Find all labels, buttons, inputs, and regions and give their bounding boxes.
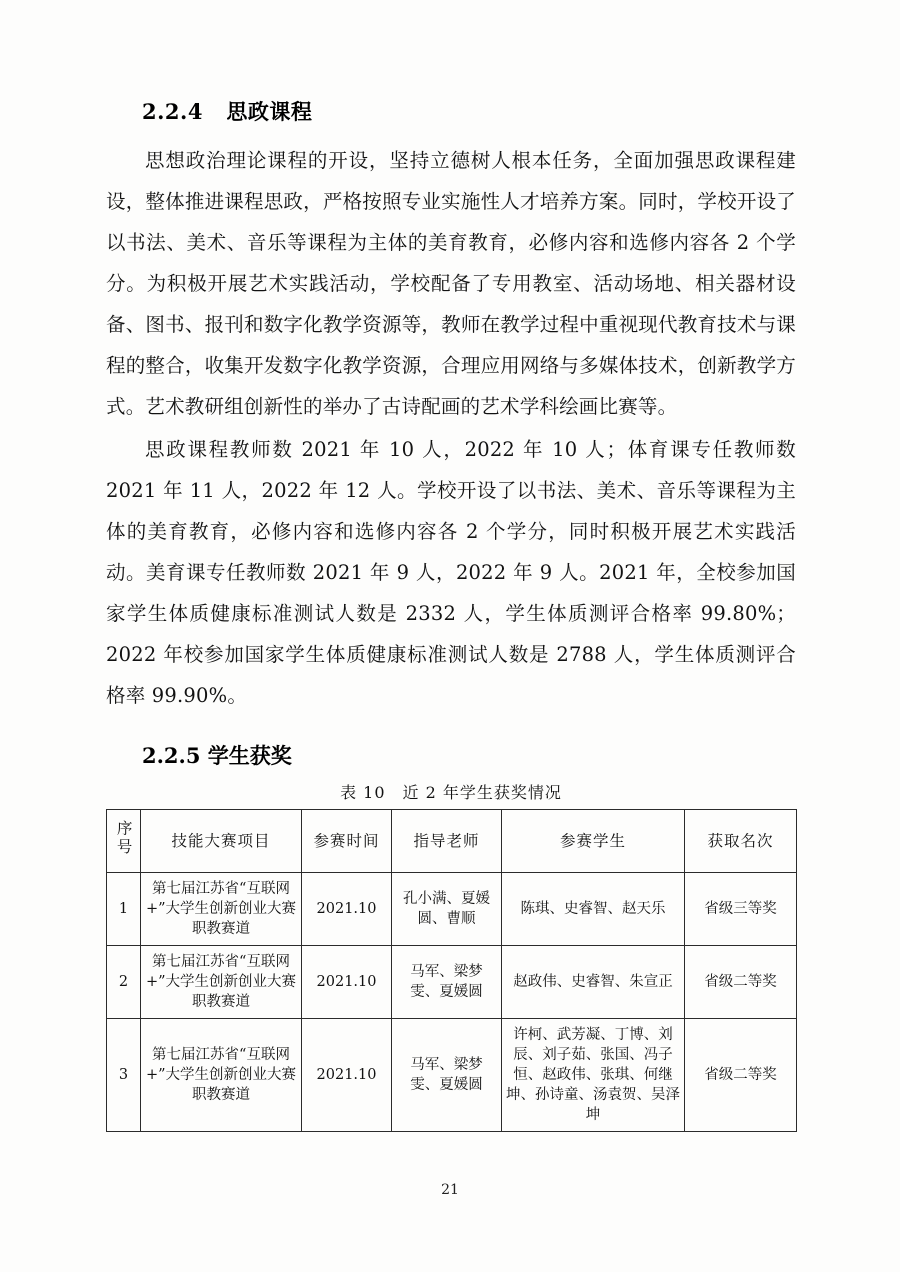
cell-students: 赵政伟、史睿智、朱宣正	[502, 946, 685, 1019]
student-awards-table	[106, 809, 797, 1132]
table-row	[107, 873, 797, 946]
table-body	[107, 873, 797, 1132]
paragraph-2: 思政课程教师数 2021 年 10 人，2022 年 10 人；体育课专任教师数 2021 年 11 人，2022 年 12 人。学校开设了以书法、美术、音乐等课程为主体的美育教育，必修内容和选修内容各 2 个学分，同时积极开展艺术实践活动。美育课专任教师数 2021 年 9 人，2022 年 9 人。2021 年，全校参加国家学生体质健康标准测试人数是 2332 人，学生体质测评合格率 99.80%；2022 年校参加国家学生体质健康标准测试人数是 2788 人，学生体质测评合格率 99.90%。	[106, 438, 796, 707]
table-header	[107, 810, 797, 873]
section-number-2: 2.2.5	[142, 743, 201, 768]
paragraph-1: 思想政治理论课程的开设，坚持立德树人根本任务，全面加强思政课程建设，整体推进课程思政，严格按照专业实施性人才培养方案。同时，学校开设了以书法、美术、音乐等课程为主体的美育教育，必修内容和选修内容各 2 个学分。为积极开展艺术实践活动，学校配备了专用教室、活动场地、相关器材设备、图书、报刊和数字化教学资源等，教师在教学过程中重视现代教育技术与课程的整合，收集开发数字化教学资源，合理应用网络与多媒体技术，创新教学方式。艺术教研组创新性的举办了古诗配画的艺术学科绘画比赛等。	[106, 149, 796, 418]
column-header-time: 参赛时间	[302, 810, 392, 873]
column-header-project: 技能大赛项目	[141, 810, 302, 873]
cell-time: 2021.10	[302, 873, 392, 946]
section-heading-2-2-4	[106, 96, 796, 126]
cell-teacher: 马军、梁梦雯、夏媛圆	[392, 1019, 502, 1132]
section-title: 思政课程	[226, 99, 313, 124]
cell-students: 陈琪、史睿智、赵天乐	[502, 873, 685, 946]
cell-project: 第七届江苏省“互联网+”大学生创新创业大赛职教赛道	[141, 946, 302, 1019]
cell-award: 省级三等奖	[685, 873, 797, 946]
section-title-2: 学生获奖	[207, 743, 292, 768]
page-content	[106, 96, 796, 1132]
cell-project: 第七届江苏省“互联网+”大学生创新创业大赛职教赛道	[141, 1019, 302, 1132]
cell-award: 省级二等奖	[685, 1019, 797, 1132]
column-header-index-label: 序号	[114, 820, 133, 857]
column-header-students: 参赛学生	[502, 810, 685, 873]
cell-teacher: 孔小满、夏媛圆、曹顺	[392, 873, 502, 946]
column-header-teacher: 指导老师	[392, 810, 502, 873]
section-number: 2.2.4	[142, 99, 203, 124]
cell-teacher: 马军、梁梦雯、夏媛圆	[392, 946, 502, 1019]
table-row	[107, 1019, 797, 1132]
cell-index: 3	[107, 1019, 141, 1132]
cell-project: 第七届江苏省“互联网+”大学生创新创业大赛 职教赛道	[141, 873, 302, 946]
cell-award: 省级二等奖	[685, 946, 797, 1019]
column-header-award: 获取名次	[685, 810, 797, 873]
table-header-row	[107, 810, 797, 873]
section-heading-2-2-5	[106, 740, 796, 770]
cell-students: 许柯、武芳凝、丁博、刘辰、刘子茹、张国、冯子恒、赵政伟、张琪、何继坤、孙诗童、汤袁贺、吴泽坤	[502, 1019, 685, 1132]
column-header-index	[107, 810, 141, 873]
table-row	[107, 946, 797, 1019]
page-number: 21	[441, 1182, 459, 1198]
cell-index: 1	[107, 873, 141, 946]
cell-time: 2021.10	[302, 1019, 392, 1132]
cell-time: 2021.10	[302, 946, 392, 1019]
cell-index: 2	[107, 946, 141, 1019]
table-caption: 表 10 近 2 年学生获奖情况	[340, 783, 562, 802]
